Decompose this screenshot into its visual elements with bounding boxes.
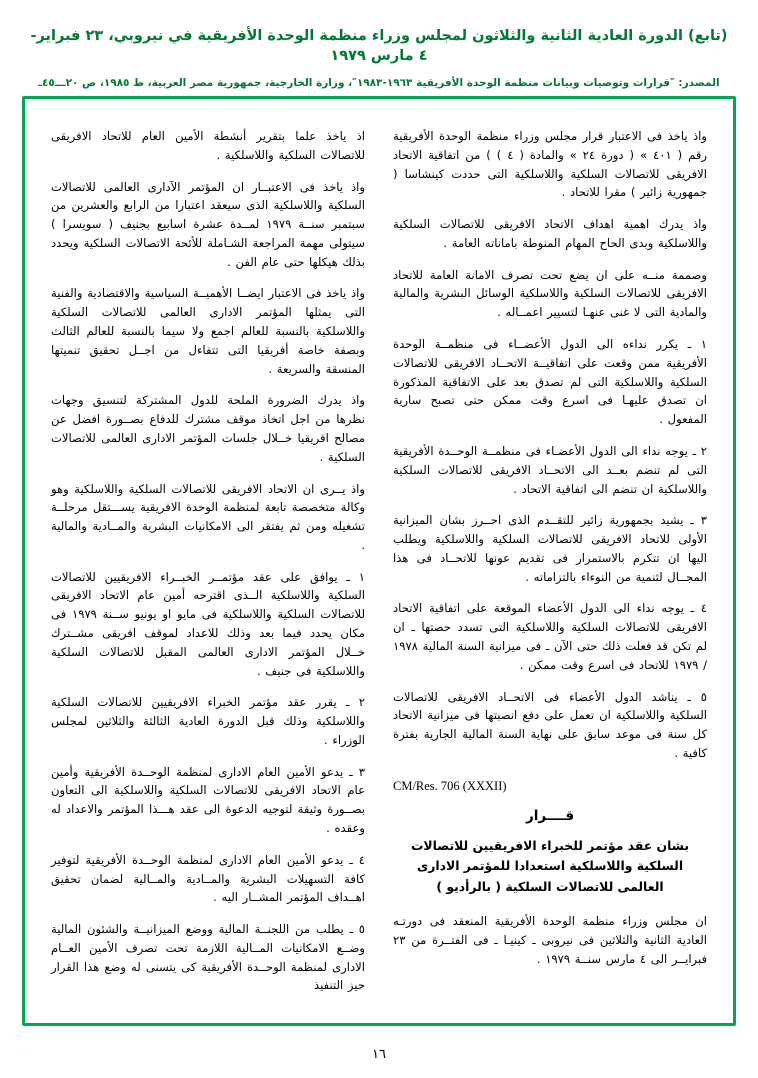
paragraph: ٤ ـ يوجه نداء الى الدول الأعضاء الموقعة على اتفاقية الاتحاد الافريقى للاتصالات السلكية واللاسلكية التى تسدد حصتها ـ ان لم تكن قد فعلت ذلك حتى الآن ـ فى ميزانية السنة المالية ١٩٧٨ / ١٩٧٩ للاتحاد فى اسرع وقت ممكن . [393, 601, 707, 672]
paragraph: ١ ـ يكرر نداءه الى الدول الأعضــاء فى منظمــة الوحدة الأفريقية ممن وقعت على اتفاقيــة الاتحــاد الافريقى للاتصالات السلكية واللاسلكية التى لم تصدق بعد على الاتفاقية المذكورة ان تصدق عليهـا فى اسرع وقت ممكن حتى تصبح سارية المفعول . [393, 337, 707, 427]
resolution-reference: CM/Res. 706 (XXXII) [393, 778, 507, 793]
header-title: (تابع) الدورة العادية الثانية والثلاثون لمجلس وزراء منظمة الوحدة الأفريقية في نيروبي، ٢٣ فبراير- ٤ مارس ١٩٧٩ [30, 28, 728, 65]
resolution-subject: بشان عقد مؤتمر للخبراء الافريقيين للاتصالات السلكية واللاسلكية استعدادا للمؤتمر الادارى العالمى للاتصالات السلكية ( بالرأديو ) [410, 837, 690, 895]
page-header [26, 26, 732, 90]
paragraph: ٣ ـ يشيد بجمهورية زائير للتقــدم الذى احــرز بشان الميزانية الأولى للاتحاد الافريقى للاتصالات السلكية واللاسلكية ويطلب اليها ان تتكرم بالاستمرار فى تقديم عونها للاتحــاد فى هذا المجــال لثنمية من النوءاء بالتزاماته . [393, 513, 707, 584]
paragraph: اذ ياخذ علما بتقرير أنشطة الأمين العام للاتحاد الافريقى للاتصالات السلكية واللاسلكية . [51, 129, 365, 162]
decision-heading: قــــرار [525, 807, 575, 824]
column-right [393, 127, 707, 1007]
page-number: ١٦ [372, 1047, 386, 1062]
paragraph: واذ ياخذ فى الاعتبار قرار مجلس وزراء منظمة الوحدة الأفريقية رقم ( ٤٠١ » ( دورة ٢٤ » والمادة ( ٤ ) ) من اتفاقية الاتحاد الافريقى للاتصالات السلكية واللاسلكية التى حددت كينشاسا ( جمهورية زائير ) مقرا للاتحاد . [393, 129, 707, 200]
header-source: المصدر: ″قرارات وتوصيات وبيانات منظمة الوحدة الأفريقية ١٩٦٣-١٩٨٣″، وزارة الخارجية، جمهورية مصر العربية، ط ١٩٨٥، ص ٢٠ـــ٤٥ـ [38, 76, 720, 89]
two-column-layout [51, 127, 707, 1007]
paragraph: واذ يدرك اهمية اهداف الاتحاد الافريقى للاتصالات السلكية واللاسلكية وبدى الحاح المهام المنوطة باماناته العامة . [393, 217, 707, 250]
content-frame [22, 96, 736, 1026]
column-left [51, 127, 365, 1007]
paragraph: واذ يدرك الضرورة الملحة للدول المشتركة لتنسيق وجهات نظرها من اجل اتخاذ موقف مشترك للدفاع بصــورة افضل عن مصالح افريقيا خــلال جلسات المؤتمر الادارى العالمى للاتصالات السلكية . [51, 393, 365, 464]
paragraph: ٤ ـ يدعو الأمين العام الادارى لمنظمة الوحــدة الأفريقية لتوفير كافة التسهيلات البشرية والمــادية والمــالية لضمان تحقيق اهــداف المؤتمر المشــار اليه . [51, 852, 365, 905]
paragraph: وصممة منــه على ان يضع تحت تصرف الامانة العامة للاتحاد الافريقى للاتصالات السلكية واللاسلكية الوسائل البشرية والمالية والمادية التى لا غنى عنهـا لتسيير اعمــاله . [393, 267, 707, 320]
paragraph: واذ ياخذ فى الاعتبار ايضــا الأهميــة السياسية والاقتصادية والفنية التى يمثلها المؤتمر الادارى العالمى للاتصالات السلكية واللاسلكية بالنسبة للعالم اجمع ولا سيما بالنسبة للعالم الثالث وبصفة خاصة أفريقيا التى تتفاءل من اجــل تحقيق تنميتها المنسقة والسريعة . [51, 286, 365, 376]
paragraph: ٢ ـ يوجه نداء الى الدول الأعضـاء فى منظمــة الوحــدة الأفريقية التى لم تنضم بعــد الى الاتحــاد الافريقى للاتصالات السلكية واللاسلكية ان تنضم الى اتفاقية الاتحاد . [393, 443, 707, 496]
paragraph: واذ يــرى ان الاتحاد الافريقى للاتصالات السلكية واللاسلكية وهو وكالة متخصصة تابعة لمنظمة الوحدة الافريقية يســـتقل مرحلــة تشغيله ومن ثم يفتقر الى الامكانيات البشرية والمــادية والمالية . [51, 481, 365, 552]
paragraph: ان مجلس وزراء منظمة الوحدة الأفريقية المنعقد فى دورتـه العادية الثانية والثلاثين فى نيروبى ـ كينيـا ـ فى الفتــرة من ٢٣ فبرايــر الى ٤ مارس سنــة ١٩٧٩ . [393, 914, 707, 966]
paragraph: ٥ ـ يناشد الدول الأعضاء فى الاتحــاد الافريقى للاتصالات السلكية واللاسلكية ان تعمل على دفع انصبتها فى ميزانية الاتحاد كل سنة فى موعد سابق على نهاية السنة المالية الجارية بفترة كافية . [393, 689, 707, 760]
paragraph: ٢ ـ يقرر عقد مؤتمر الخبراء الافريقيين للاتصالات السلكية واللاسلكية وذلك قبل الدورة العادية الثالثة والثلاثين لمجلس الوزراء . [51, 695, 365, 747]
paragraph: ١ ـ يوافق على عقد مؤتمــر الخبــراء الافريقيين للاتصالات السلكية واللاسلكية الــذى اقترحه أمين عام الاتحاد الافريقى للاتصالات السلكية واللاسلكية فى مايو او يونيو ســنة ١٩٧٩ فى مكان يحدد فيما بعد وذلك للاعداد لموقف افريقى مشــترك خــلال المؤتمر الادارى العالمى المقبل للاتصالات السلكية واللاسلكية فى جنيف . [51, 569, 365, 678]
paragraph: ٥ ـ يطلب من اللجنــة المالية ووضع الميزانيــة والشئون المالية وضــع الامكانيات المــالية اللازمة تحت تصرف الأمين العــام الادارى لمنظمة الوحــدة الأفريقية كى يتسنى له وضع هذا القرار حيز التنفيذ [51, 922, 365, 993]
paragraph: واذ ياخذ فى الاعتبــار ان المؤتمر الآدارى العالمى للاتصالات السلكية واللاسلكية الذى سيعقد اعتبارا من الرابع والعشرين من سبتمبر سنــة ١٩٧٩ لمــدة عشرة اسابيع بجنيف ( سويسرا ) سيتولى مهمة المراجعة الشـاملة للأئحة الاتصالات السلكية ويحدد بذلك هيكلها حتى عام الفن . [51, 179, 365, 269]
paragraph: ٣ ـ يدعو الأمين العام الادارى لمنظمة الوحــدة الأفريقية وأمين عام الاتحاد الافريقى للاتصالات السلكية واللاسلكية الى التعاون بصــورة وثيقة لتوجيه الدعوة الى عقد هـــذا المؤتمر والاعداد له وعقده . [51, 764, 365, 835]
